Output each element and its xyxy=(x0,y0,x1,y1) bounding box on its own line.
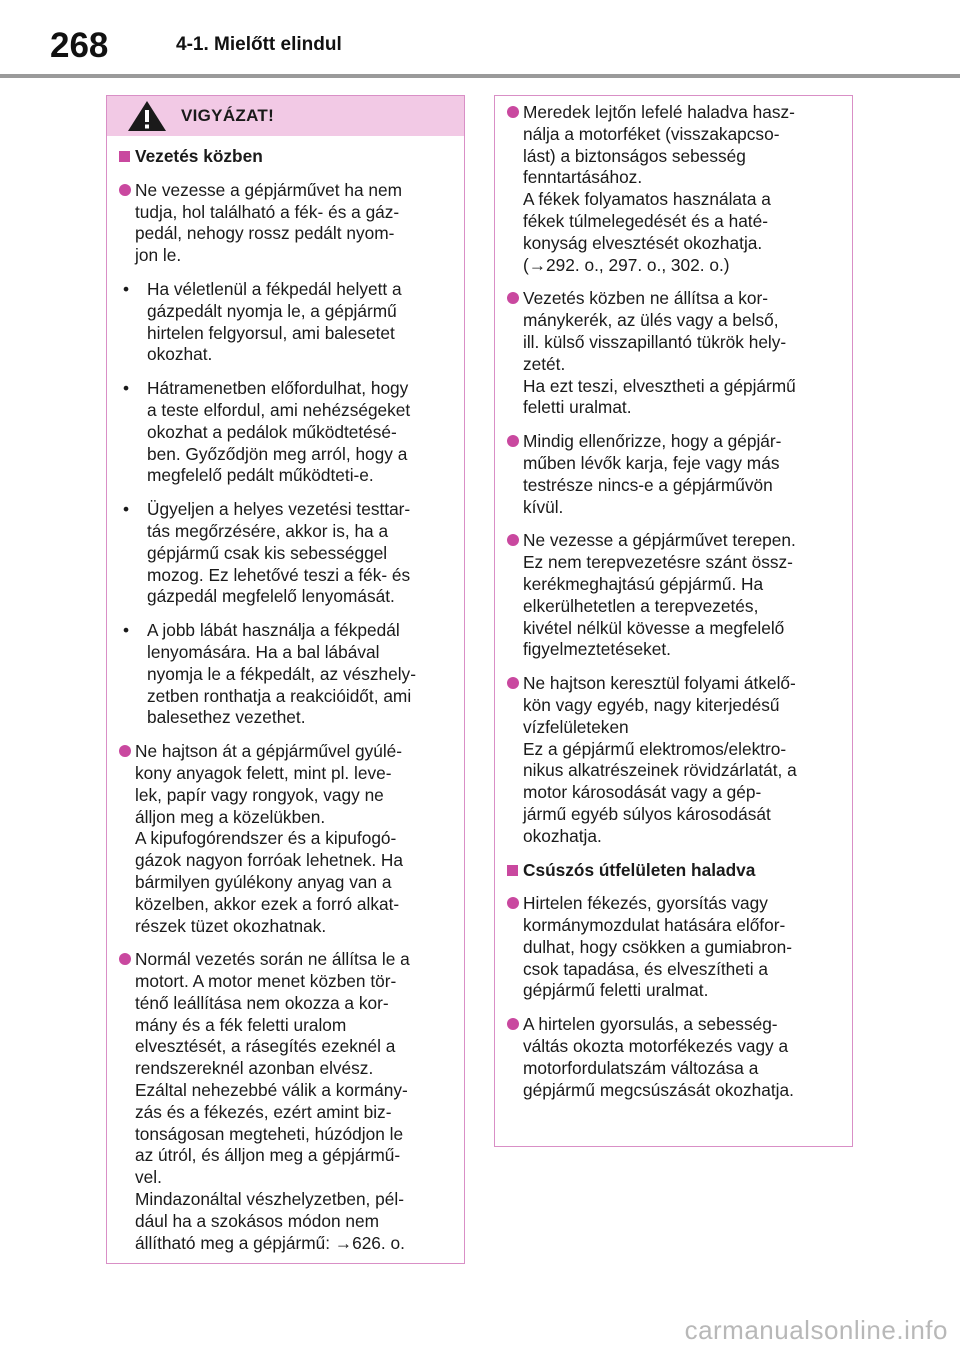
warning-header xyxy=(107,96,464,136)
square-bullet-icon xyxy=(119,151,130,162)
sub-item-text: Ügyeljen a helyes vezetési testtar- tás megőrzésére, akkor is, ha a gépjármű csak kis sebességgel mozog. Ez lehetővé teszi a fék- és gázpedál megfelelő lenyomását. xyxy=(147,499,411,607)
list-item xyxy=(507,893,840,1002)
warning-box-left xyxy=(106,95,465,1264)
list-item xyxy=(507,673,840,847)
sub-item-text: A jobb lábát használja a fékpedál lenyomására. Ha a bal lábával nyomja le a fékpedált, az vészhely- zetben ronthatja a reakcióidőt, ami balesethez vezethet. xyxy=(147,620,416,728)
warning-title: VIGYÁZAT! xyxy=(181,106,275,125)
section-title: 4-1. Mielőtt elindul xyxy=(176,34,342,55)
warning-box-right xyxy=(494,95,853,1147)
item-text: Ne hajtson keresztül folyami átkelő- kön vagy egyéb, nagy kiterjedésű vízfelületeken Ez a gépjármű elektromos/elektro- nikus alkatrészeinek rövidzárlatát, a motor károsodását vagy a gép- jármű egyéb súlyos károsodását okozhatja. xyxy=(523,673,797,846)
heading-text: Csúszós útfelületen haladva xyxy=(523,859,756,880)
item-text: Vezetés közben ne állítsa a kor- mánykerék, az ülés vagy a belső, ill. külső visszapillantó tükrök hely- zetét. Ha ezt teszi, elvesztheti a gépjármű feletti uralmat. xyxy=(523,288,796,418)
list-item xyxy=(507,288,840,419)
sub-item-text: Hátramenetben előfordulhat, hogy a teste elfordul, ami nehézségeket okozhat a pedálok működtetésé- ben. Győződjön meg arról, hogy a megfelelő pedált működteti-e. xyxy=(147,378,411,486)
circle-bullet-icon xyxy=(507,435,519,447)
dot-bullet-icon: • xyxy=(123,499,130,520)
watermark: carmanualsonline.info xyxy=(684,1315,948,1345)
page-number: 268 xyxy=(50,26,109,65)
section-heading-slippery xyxy=(507,860,840,882)
list-item xyxy=(119,180,452,267)
item-text: Normál vezetés során ne állítsa le a motort. A motor menet közben tör- ténő leállítása nem okozza a kor- mány és a fék feletti uralom elvesztését, a rásegítés ezeknél a rendszereknél azonban elvész. Ezáltal nehezebbé válik a kormány- zás és a fékezés, ezért amint biz- tonságosan megteheti, húzódjon le az útról, és álljon meg a gépjármű- vel. Mindazonáltal vészhelyzetben, pél- dául ha a szokásos módon nem állítható meg a gépjármű: →626. o. xyxy=(135,949,410,1253)
item-text: Hirtelen fékezés, gyorsítás vagy kormánymozdulat hatására előfor- dulhat, hogy csökken a gumiabron- csok tapadása, és elveszítheti a gépjármű feletti uralmat. xyxy=(523,893,792,1001)
item-text: Ne vezesse a gépjárművet terepen. Ez nem terepvezetésre szánt össz- kerékmeghajtású gépjármű. Ha elkerülhetetlen a terepvezetés, kivétel nélkül kövesse a megfelelő figyelmeztetéseket. xyxy=(523,530,796,660)
dot-bullet-icon: • xyxy=(123,620,130,641)
page-header xyxy=(0,0,960,80)
item-text: Ne vezesse a gépjárművet ha nem tudja, hol található a fék- és a gáz- pedál, nehogy rossz pedált nyom- jon le. xyxy=(135,179,403,266)
sub-list-item xyxy=(119,279,452,366)
item-text: A hirtelen gyorsulás, a sebesség- váltás okozta motorfékezés vagy a motorfordulatszám változása a gépjármű megcsúszását okozhatja. xyxy=(523,1014,794,1100)
list-item xyxy=(507,431,840,518)
item-text: Ne hajtson át a gépjárművel gyúlé- kony anyagok felett, mint pl. leve- lek, papír vagy rongyok, vagy ne álljon meg a közelükben. A kipufogórendszer és a kipufogó- gázok nagyon forróak lehetnek. Ha bármilyen gyúlékony anyag van a közelben, akkor ezek a forró alkat- részek tüzet okozhatnak. xyxy=(135,741,404,936)
circle-bullet-icon xyxy=(119,745,131,757)
left-column-content xyxy=(107,146,464,1254)
sub-item-text: Ha véletlenül a fékpedál helyett a gázpedált nyomja le, a gépjármű hirtelen felgyorsul, ami balesetet okozhat. xyxy=(147,278,402,365)
section-heading-driving xyxy=(119,146,452,168)
warning-triangle-icon xyxy=(127,100,167,132)
circle-bullet-icon xyxy=(507,897,519,909)
circle-bullet-icon xyxy=(507,106,519,118)
header-rule xyxy=(0,74,960,78)
heading-text: Vezetés közben xyxy=(135,146,263,166)
list-item xyxy=(507,530,840,661)
item-text: Mindig ellenőrizze, hogy a gépjár- műben lévők karja, feje vagy más testrésze nincs-e a gépjárművön kívül. xyxy=(523,431,782,517)
list-item xyxy=(507,1014,840,1101)
circle-bullet-icon xyxy=(507,677,519,689)
item-text: Meredek lejtőn lefelé haladva hasz- nálja a motorféket (visszakapcso- lást) a biztonságos sebesség fenntartásához. A fékek folyamatos használata a fékek túlmelegedését és a haté- konyság elvesztését okozhatja. (→292. o., 297. o., 302. o.) xyxy=(523,102,795,275)
square-bullet-icon xyxy=(507,865,518,876)
dot-bullet-icon: • xyxy=(123,278,130,299)
list-item xyxy=(119,949,452,1254)
right-column-content xyxy=(495,102,852,1101)
circle-bullet-icon xyxy=(507,1018,519,1030)
list-item xyxy=(119,741,452,937)
circle-bullet-icon xyxy=(507,292,519,304)
sub-list-item xyxy=(119,378,452,487)
circle-bullet-icon xyxy=(119,184,131,196)
list-item xyxy=(507,102,840,276)
sub-list-item xyxy=(119,499,452,608)
dot-bullet-icon: • xyxy=(123,378,130,399)
circle-bullet-icon xyxy=(507,534,519,546)
sub-list-item xyxy=(119,620,452,729)
circle-bullet-icon xyxy=(119,953,131,965)
